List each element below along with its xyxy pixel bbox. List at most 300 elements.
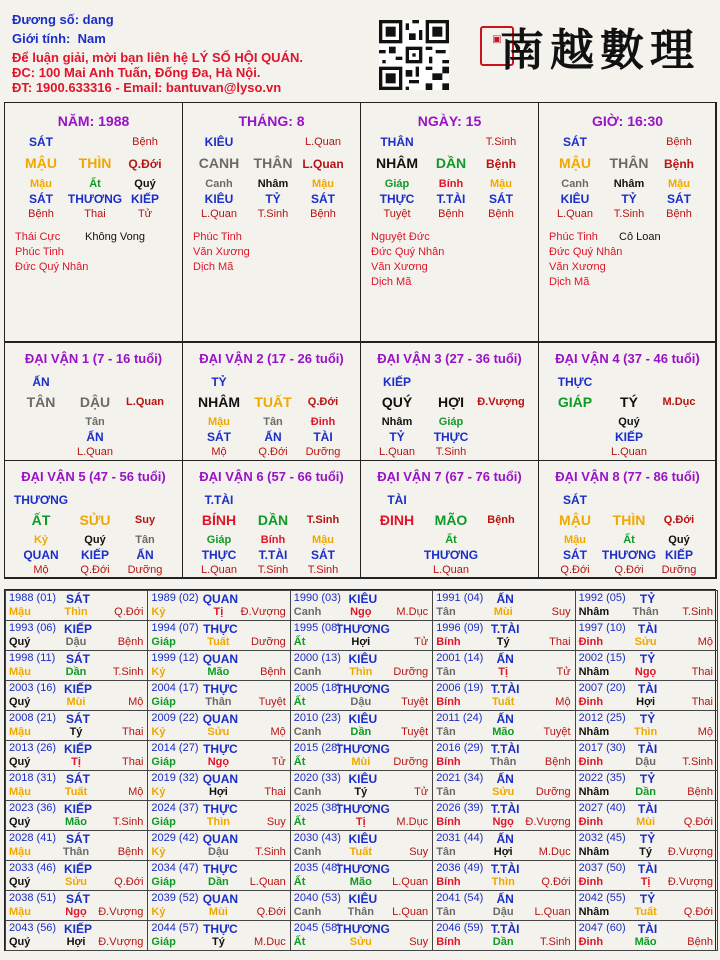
year-cell <box>290 770 433 801</box>
year-stem: Kỷ <box>151 906 166 918</box>
year-status: T.Sinh <box>540 936 571 948</box>
year-branch: Mùi <box>636 816 656 828</box>
pillar-hidden-stem: Mậu <box>30 178 52 190</box>
pillar-side-status: Bệnh <box>486 157 516 171</box>
year-status: Dưỡng <box>393 756 429 768</box>
year-cell <box>290 740 433 771</box>
year-stem: Quý <box>9 636 31 648</box>
pillar-hidden-status: Bệnh <box>310 208 336 220</box>
pillar-hidden-stem: Canh <box>205 178 233 190</box>
year-status: Thai <box>691 696 713 708</box>
dai-van-stem: GIÁP <box>557 394 593 410</box>
address-line: ĐC: 100 Mai Anh Tuấn, Đống Đa, Hà Nội. <box>12 65 261 80</box>
year-status: Suy <box>409 846 429 858</box>
year-stem: Đinh <box>578 696 604 708</box>
year-label: 2026 (39) <box>436 802 484 814</box>
pillar-hidden-status: L.Quan <box>556 208 594 220</box>
year-cell <box>575 620 718 651</box>
pillar-star: Phúc Tinh <box>15 246 64 258</box>
year-label: 2028 (41) <box>9 832 57 844</box>
year-status: Đ.Vượng <box>667 846 713 858</box>
year-branch: Ngọ <box>492 816 514 828</box>
year-cell <box>5 890 148 921</box>
year-cell <box>290 620 433 651</box>
pillar-hidden-status: Tuyệt <box>383 208 411 220</box>
pillar-hidden-god: T.TÀI <box>436 192 466 206</box>
year-god: KIẾP <box>63 682 93 696</box>
year-branch: Dậu <box>635 756 656 768</box>
pillar-star: Văn Xương <box>549 261 606 273</box>
dai-van-hidden-god: SÁT <box>311 548 335 562</box>
dai-van-hidden-god: THƯƠNG <box>601 548 657 562</box>
year-god: KIẾP <box>63 862 93 876</box>
year-status: Q.Đới <box>256 906 286 918</box>
pillar-hidden-stem: Mậu <box>668 178 690 190</box>
year-cell <box>290 890 433 921</box>
pillar-hidden-status: T.Sinh <box>613 208 645 220</box>
dai-van-hidden-stem: Giáp <box>206 534 232 546</box>
year-label: 2036 (49) <box>436 862 484 874</box>
dai-van-stem: TÂN <box>26 394 56 410</box>
pillar-cell <box>538 102 717 342</box>
year-god: KIÊU <box>348 892 378 906</box>
dai-van-title: ĐẠI VẬN 2 (17 - 26 tuổi) <box>199 351 344 366</box>
year-label: 2046 (59) <box>436 922 484 934</box>
pillar-star: Nguyệt Đức <box>371 231 430 243</box>
dai-van-hidden-god: KIẾP <box>614 430 644 444</box>
year-branch: Mão <box>492 726 515 738</box>
pillar-top-god: THÂN <box>380 135 414 149</box>
year-god: T.TÀI <box>490 682 520 696</box>
year-stem: Giáp <box>151 816 176 828</box>
year-status: L.Quan <box>534 906 571 918</box>
pillar-top-god: SÁT <box>563 135 587 149</box>
year-god: ẤN <box>496 832 514 846</box>
year-cell <box>290 680 433 711</box>
year-god: QUAN <box>202 772 239 786</box>
dai-van-hidden-status: Dưỡng <box>305 446 341 458</box>
dai-van-hidden-status: Dưỡng <box>661 564 697 576</box>
year-stem: Mậu <box>9 786 31 798</box>
pillar-title: NĂM: 1988 <box>57 113 130 129</box>
year-stem: Nhâm <box>578 666 610 678</box>
pillar-star: Văn Xương <box>371 261 428 273</box>
year-label: 1995 (08) <box>293 622 341 634</box>
year-branch: Mùi <box>208 906 228 918</box>
year-stem: Tân <box>436 906 456 918</box>
year-god: TÀI <box>637 742 658 756</box>
year-label: 1998 (11) <box>9 652 56 664</box>
year-status: Thai <box>121 726 144 738</box>
year-label: 2033 (46) <box>9 862 57 874</box>
year-god: THỰC <box>203 922 238 936</box>
pillar-hidden-status: Thai <box>84 208 106 220</box>
year-cell <box>432 770 575 801</box>
year-cell <box>432 590 575 621</box>
year-branch: Mùi <box>66 696 86 708</box>
year-status: Đ.Vượng <box>98 936 144 948</box>
dai-van-cell <box>4 342 183 461</box>
year-status: Bệnh <box>117 636 144 648</box>
pillar-star: Phúc Tinh <box>193 231 242 243</box>
pillar-stem: NHÂM <box>376 155 418 171</box>
year-status: Dưỡng <box>393 666 429 678</box>
year-god: T.TÀI <box>490 622 520 636</box>
pillar-top-god: SÁT <box>29 135 53 149</box>
year-status: Mộ <box>270 726 286 738</box>
year-cell <box>147 770 290 801</box>
year-label: 2000 (13) <box>293 652 341 664</box>
year-status: Thai <box>264 786 286 798</box>
year-cell <box>147 890 290 921</box>
dai-van-title: ĐẠI VẬN 8 (77 - 86 tuổi) <box>555 469 700 484</box>
year-label: 2047 (60) <box>578 922 626 934</box>
year-cell <box>147 740 290 771</box>
year-label: 1988 (01) <box>9 592 57 604</box>
year-cell <box>432 680 575 711</box>
year-god: T.TÀI <box>490 862 520 876</box>
dai-van-title: ĐẠI VẬN 3 (27 - 36 tuổi) <box>377 351 522 366</box>
year-branch: Thân <box>632 606 659 618</box>
year-branch: Thân <box>490 756 517 768</box>
year-status: Bệnh <box>544 756 571 768</box>
year-stem: Đinh <box>578 756 604 768</box>
year-branch: Hợi <box>66 936 86 948</box>
pillar-hidden-god: THƯƠNG <box>67 192 123 206</box>
pillar-star-extra: Cô Loan <box>619 231 661 243</box>
year-branch: Dậu <box>350 696 372 708</box>
year-cell <box>147 650 290 681</box>
year-stem: Ất <box>293 756 306 768</box>
pillar-branch: THÂN <box>609 155 649 171</box>
year-cell <box>432 800 575 831</box>
year-branch: Mùi <box>493 606 513 618</box>
year-god: THỰC <box>203 622 238 636</box>
year-god: T.TÀI <box>490 922 520 936</box>
year-cell <box>432 830 575 861</box>
year-branch: Mão <box>634 936 657 948</box>
year-stem: Mậu <box>9 726 31 738</box>
year-branch: Tý <box>496 636 510 648</box>
year-branch: Mão <box>349 876 372 888</box>
year-status: Đ.Vượng <box>240 606 286 618</box>
dai-van-side-status: Q.Đới <box>663 514 695 526</box>
pillar-side-status: L.Quan <box>302 157 344 171</box>
year-label: 2016 (29) <box>436 742 484 754</box>
year-label: 2025 (38) <box>293 802 341 814</box>
pillar-stem: MẬU <box>559 155 591 171</box>
year-label: 2023 (36) <box>9 802 57 814</box>
year-stem: Ất <box>293 696 306 708</box>
year-status: Q.Đới <box>683 816 713 828</box>
year-status: Đ.Vượng <box>98 906 144 918</box>
year-cell <box>575 860 718 891</box>
pillar-star: Dịch Mã <box>371 276 412 288</box>
dai-van-stem: ẤT <box>31 512 51 528</box>
dai-van-hidden-status: Q.Đới <box>560 564 590 576</box>
year-label: 1994 (07) <box>151 622 199 634</box>
year-branch: Tý <box>354 786 368 798</box>
year-branch: Thân <box>62 846 90 858</box>
pillar-hidden-god: KIÊU <box>204 192 234 206</box>
year-god: SÁT <box>66 772 90 786</box>
year-cell <box>5 800 148 831</box>
year-label: 2031 (44) <box>436 832 484 844</box>
year-branch: Ngọ <box>65 906 87 918</box>
pillar-hidden-stem: Mậu <box>312 178 334 190</box>
year-stem: Tân <box>436 786 456 798</box>
year-label: 2045 (58) <box>293 922 341 934</box>
pillar-hidden-stem: Mậu <box>490 178 512 190</box>
dai-van-hidden-god: ẤN <box>264 430 282 444</box>
year-branch: Dần <box>492 936 514 948</box>
year-label: 2043 (56) <box>9 922 57 934</box>
year-branch: Tuất <box>634 906 657 918</box>
dai-van-side-status: Suy <box>134 514 156 526</box>
year-stem: Giáp <box>151 636 176 648</box>
dai-van-hidden-stem: Tân <box>85 416 105 428</box>
year-label: 2022 (35) <box>578 772 626 784</box>
year-stem: Canh <box>293 606 322 618</box>
year-label: 1993 (06) <box>9 622 57 634</box>
year-stem: Kỷ <box>151 786 166 798</box>
dai-van-god: THƯƠNG <box>13 493 69 507</box>
year-status: T.Sinh <box>112 666 144 678</box>
year-stem: Mậu <box>9 666 31 678</box>
pillar-star: Dịch Mã <box>193 261 234 273</box>
owner-name: Đương số: dang <box>12 12 114 27</box>
year-label: 2024 (37) <box>151 802 199 814</box>
year-cell <box>575 830 718 861</box>
dai-van-side-status: L.Quan <box>126 396 164 408</box>
year-status: Bệnh <box>687 786 713 798</box>
pillar-side-status: Q.Đới <box>128 157 162 171</box>
year-cell <box>5 830 148 861</box>
year-stem: Bính <box>436 876 461 888</box>
dai-van-branch: HỢI <box>438 394 464 410</box>
dai-van-hidden-god: KIẾP <box>664 548 694 562</box>
year-branch: Ngọ <box>207 756 230 768</box>
year-status: Tuyệt <box>401 696 429 708</box>
dai-van-stem: ĐINH <box>379 512 415 528</box>
year-cell <box>5 650 148 681</box>
year-stem: Canh <box>293 846 322 858</box>
year-label: 2019 (32) <box>151 772 199 784</box>
pillar-top-status: Bệnh <box>666 136 692 148</box>
year-branch: Tuất <box>64 786 88 798</box>
pillar-top-god: KIÊU <box>204 135 234 149</box>
year-branch: Tuất <box>491 696 515 708</box>
year-god: THỰC <box>203 742 238 756</box>
year-god: QUAN <box>202 832 239 846</box>
year-label: 2014 (27) <box>151 742 199 754</box>
year-god: TÀI <box>637 862 658 876</box>
year-label: 2038 (51) <box>9 892 57 904</box>
dai-van-branch: TUẤT <box>254 394 292 410</box>
year-branch: Thìn <box>64 606 88 618</box>
year-status: Thai <box>691 666 713 678</box>
year-status: Q.Đới <box>683 906 713 918</box>
contact-line: Để luận giải, mời bạn liên hệ LÝ SỐ HỘI QUÁN. <box>12 50 303 65</box>
year-status: Tử <box>414 636 429 648</box>
year-status: Mộ <box>697 636 713 648</box>
year-label: 1992 (05) <box>578 592 626 604</box>
year-god: QUAN <box>202 652 239 666</box>
year-cell <box>575 920 718 951</box>
year-status: L.Quan <box>392 906 429 918</box>
year-cell <box>432 740 575 771</box>
year-god: QUAN <box>202 712 239 726</box>
pillar-hidden-stem: Bính <box>438 178 464 190</box>
phone-email-line[interactable]: ĐT: 1900.633316 - Email: bantuvan@lyso.vn <box>12 80 282 95</box>
year-cell <box>575 770 718 801</box>
year-label: 1989 (02) <box>151 592 199 604</box>
year-branch: Tý <box>211 936 225 948</box>
year-cell <box>5 620 148 651</box>
year-label: 2035 (48) <box>293 862 341 874</box>
year-stem: Bính <box>436 756 461 768</box>
year-branch: Dậu <box>208 846 229 858</box>
year-label: 2009 (22) <box>151 712 199 724</box>
year-cell <box>5 920 148 951</box>
year-status: Suy <box>266 816 286 828</box>
dai-van-hidden-status: Q.Đới <box>614 564 644 576</box>
year-status: Tuyệt <box>258 696 286 708</box>
pillar-hidden-god: SÁT <box>29 192 53 206</box>
year-stem: Ất <box>293 876 306 888</box>
year-god: TÀI <box>637 682 658 696</box>
year-stem: Nhâm <box>578 846 610 858</box>
year-stem: Kỷ <box>151 726 166 738</box>
year-branch: Tị <box>355 816 366 828</box>
year-label: 2021 (34) <box>436 772 484 784</box>
pillar-hidden-status: Bệnh <box>28 208 54 220</box>
year-branch: Thìn <box>206 816 230 828</box>
year-stem: Quý <box>9 876 31 888</box>
year-status: L.Quan <box>249 876 286 888</box>
year-stem: Giáp <box>151 876 176 888</box>
gender-label: Giới tính: <box>12 31 71 46</box>
year-god: TỶ <box>639 772 656 786</box>
pillar-hidden-god: KIẾP <box>130 192 160 206</box>
year-branch: Dậu <box>492 906 514 918</box>
pillar-hidden-status: T.Sinh <box>257 208 289 220</box>
year-status: Suy <box>551 606 571 618</box>
dai-van-hidden-stem: Mậu <box>312 534 334 546</box>
year-stem: Canh <box>293 786 322 798</box>
year-label: 2042 (55) <box>578 892 626 904</box>
dai-van-hidden-status: T.Sinh <box>257 564 289 576</box>
year-cell <box>147 860 290 891</box>
year-stem: Bính <box>436 636 461 648</box>
pillar-hidden-status: Tử <box>137 208 153 220</box>
dai-van-hidden-god: QUAN <box>23 548 59 562</box>
dai-van-hidden-stem: Quý <box>84 534 106 546</box>
pillar-hidden-stem: Nhâm <box>613 178 645 190</box>
dai-van-branch: TÝ <box>620 394 638 410</box>
year-branch: Thân <box>347 906 374 918</box>
year-branch: Sửu <box>634 636 657 648</box>
pillar-star: Văn Xương <box>193 246 250 258</box>
pillar-hidden-stem: Canh <box>561 178 589 190</box>
year-god: T.TÀI <box>490 802 520 816</box>
year-god: SÁT <box>66 832 90 846</box>
year-god: THƯƠNG <box>335 682 390 696</box>
pillar-hidden-stem: Quý <box>134 178 156 190</box>
dai-van-title: ĐẠI VẬN 1 (7 - 16 tuổi) <box>24 351 163 366</box>
year-cell <box>432 920 575 951</box>
pillar-star: Đức Quý Nhân <box>549 246 623 258</box>
seal-icon: ▣ <box>480 26 514 66</box>
dai-van-god: TÀI <box>387 493 407 507</box>
year-branch: Sửu <box>492 786 515 798</box>
dai-van-hidden-god: SÁT <box>207 430 231 444</box>
year-cell <box>290 920 433 951</box>
dai-van-hidden-stem: Nhâm <box>381 416 413 428</box>
year-stem: Canh <box>293 666 322 678</box>
year-cell <box>575 740 718 771</box>
year-stem: Đinh <box>578 876 604 888</box>
dai-van-hidden-stem: Đinh <box>310 416 336 428</box>
year-branch: Tị <box>498 666 509 678</box>
year-label: 1999 (12) <box>151 652 199 664</box>
year-god: THƯƠNG <box>335 622 390 636</box>
dai-van-cell <box>4 460 183 579</box>
year-branch: Tị <box>71 756 81 768</box>
logo-text: 南越數理 <box>500 25 700 76</box>
pillar-star-extra: Không Vong <box>85 231 145 243</box>
dai-van-cell <box>182 460 361 579</box>
dai-van-branch: DẬU <box>79 394 111 410</box>
dai-van-hidden-god: THƯƠNG <box>423 548 479 562</box>
year-status: Thai <box>549 636 571 648</box>
year-god: ẤN <box>496 712 514 726</box>
pillar-hidden-status: L.Quan <box>200 208 238 220</box>
pillar-hidden-god: THỰC <box>379 192 415 206</box>
year-branch: Dần <box>65 666 87 678</box>
year-cell <box>147 800 290 831</box>
dai-van-god: THỰC <box>557 375 593 389</box>
year-branch: Tý <box>639 846 653 858</box>
dai-van-hidden-god: ẤN <box>136 548 154 562</box>
year-label: 2004 (17) <box>151 682 199 694</box>
pillar-hidden-god: SÁT <box>667 192 691 206</box>
dai-van-hidden-stem: Ất <box>445 534 457 546</box>
dai-van-side-status: T.Sinh <box>306 514 340 526</box>
year-stem: Giáp <box>151 696 176 708</box>
dai-van-hidden-god: T.TÀI <box>258 548 288 562</box>
dai-van-god: ẤN <box>32 375 50 389</box>
dai-van-cell <box>538 460 717 579</box>
dai-van-cell <box>538 342 717 461</box>
year-god: ẤN <box>496 892 514 906</box>
year-label: 2027 (40) <box>578 802 626 814</box>
year-label: 2037 (50) <box>578 862 626 874</box>
dai-van-side-status: Đ.Vượng <box>477 396 525 408</box>
year-stem: Bính <box>436 936 461 948</box>
pillar-branch: DẦN <box>435 155 467 171</box>
year-stem: Tân <box>436 666 456 678</box>
year-status: Đ.Vượng <box>667 876 713 888</box>
year-cell <box>5 710 148 741</box>
year-god: KIÊU <box>348 652 378 666</box>
year-branch: Dậu <box>65 636 87 648</box>
year-cell <box>432 620 575 651</box>
pillar-title: THÁNG: 8 <box>238 113 305 129</box>
year-branch: Thìn <box>633 726 658 738</box>
pillar-stem: CANH <box>198 155 240 171</box>
year-label: 2007 (20) <box>578 682 626 694</box>
